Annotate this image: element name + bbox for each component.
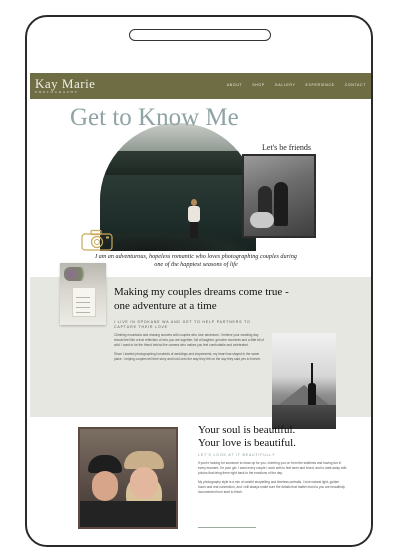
photo-card-line bbox=[76, 307, 90, 308]
photo-person-body bbox=[188, 206, 200, 222]
nav-item-about[interactable]: ABOUT bbox=[226, 83, 243, 87]
photo-figure bbox=[274, 182, 288, 226]
section3-paragraph: My photography style is a mix of candid storytelling and timeless portraits. I love natural light, golden hours and real connection, and I will always make sure the details that matter most to you are beautifully documented from start to finish. bbox=[198, 480, 345, 494]
photo-card-line bbox=[76, 297, 90, 298]
couple-with-dog-photo bbox=[242, 154, 316, 238]
section3-heading-line1: Your soul is beautiful. bbox=[198, 424, 296, 436]
photo-card-line bbox=[76, 302, 90, 303]
section2-paragraph: Climbing mountains and chasing sunsets with couples who love adventure. I believe your wedding day should feel like a true reflection of who you are together, full of laughter, genuine moments and a little bit of wild. I want to be the friend behind the camera who makes you feel comfortable and celebrated. bbox=[114, 333, 265, 347]
section3-heading-line2: Your love is beautiful. bbox=[198, 437, 296, 449]
section2-paragraph: Since I started photographing hundreds of weddings and elopements, my heart has stayed in the same place - helping couples tell their story and hold onto the way they felt on the day they said yes to forever. bbox=[114, 352, 261, 361]
photo-flowers bbox=[64, 267, 88, 281]
website-screen bbox=[30, 57, 372, 547]
photo-coats bbox=[80, 501, 176, 527]
hero-lake-photo bbox=[100, 123, 256, 251]
photo-treeline bbox=[100, 151, 256, 175]
nav-item-experience[interactable]: EXPERIENCE bbox=[305, 83, 335, 87]
photo-card-line bbox=[76, 312, 90, 313]
hero-heading: Get to Know Me bbox=[70, 104, 239, 131]
photo-face bbox=[130, 467, 158, 499]
device-speaker-notch bbox=[129, 29, 271, 41]
section3-paragraph: If you're looking for someone to show up for you, cheering you on from the sidelines and having fun in every moment, I'm your girl. I want every couple I work with to feel seen and loved, and to walk away with photos that bring them right back to the emotions of the day. bbox=[198, 461, 347, 475]
photographer-portrait-photo bbox=[78, 427, 178, 529]
photo-face bbox=[92, 471, 118, 501]
photo-person-legs bbox=[190, 222, 198, 238]
section2-heading: Making my couples dreams come true - one adventure at a time bbox=[114, 286, 289, 312]
photo-raised-arm bbox=[311, 363, 313, 385]
logo-name: Kay Marie bbox=[35, 76, 96, 91]
section-divider bbox=[198, 527, 256, 528]
section2-subheading: I LIVE IN SPOKANE WA AND GET TO HELP PARTNERS TO CAPTURE THEIR LOVE bbox=[114, 320, 251, 329]
photo-person bbox=[308, 383, 316, 407]
nav-item-contact[interactable]: CONTACT bbox=[344, 83, 366, 87]
hero-caption: I am an adventurous, hopeless romantic who loves photographing couples during one of the happiest seasons of life bbox=[95, 253, 297, 268]
site-logo[interactable] bbox=[35, 78, 95, 95]
section3-subheading: LET'S LOOK AT IT BEAUTIFULLY bbox=[198, 453, 276, 457]
nav-menu bbox=[227, 83, 366, 87]
invitation-photo bbox=[60, 263, 106, 325]
logo-tagline: PHOTOGRAPHY bbox=[35, 90, 79, 94]
lets-be-friends-label: Let's be friends bbox=[262, 143, 311, 152]
camera-icon bbox=[80, 229, 114, 251]
photo-dog bbox=[250, 212, 274, 228]
photo-person-head bbox=[191, 199, 197, 206]
site-navbar bbox=[30, 73, 372, 99]
nav-item-shop[interactable]: SHOP bbox=[252, 83, 265, 87]
section2-body bbox=[114, 333, 266, 366]
section3-body bbox=[198, 461, 348, 499]
section3-heading bbox=[198, 424, 348, 450]
photo-rocks bbox=[100, 229, 256, 251]
mountain-summit-photo bbox=[272, 333, 336, 429]
nav-item-gallery[interactable]: GALLERY bbox=[274, 83, 296, 87]
device-frame bbox=[25, 15, 373, 547]
